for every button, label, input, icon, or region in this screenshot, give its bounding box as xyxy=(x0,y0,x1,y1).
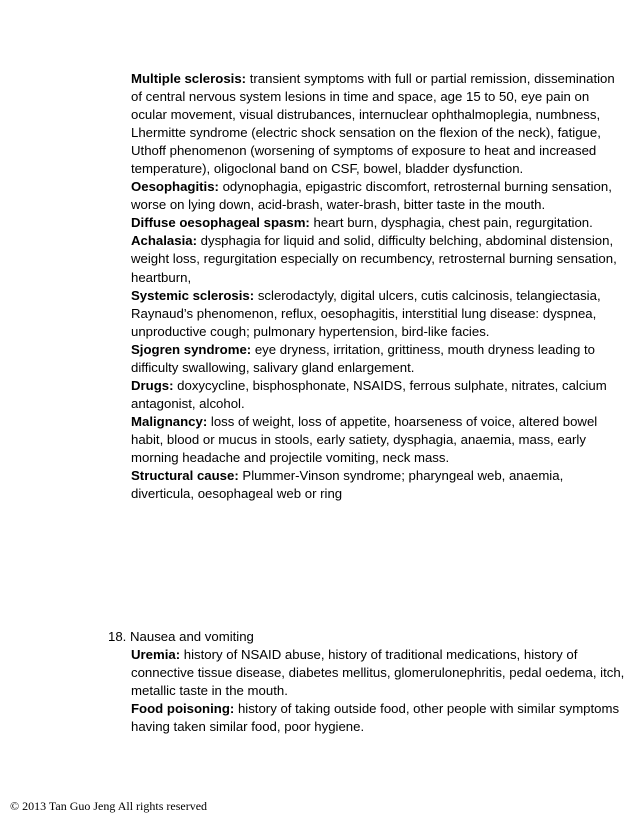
entry-term: Drugs: xyxy=(131,377,174,393)
entry-malignancy xyxy=(131,413,626,467)
entry-structural-cause xyxy=(131,467,626,503)
entry-text: transient symptoms with full or partial remission, dissemination of central nervous system lesions in time and space, age 15 to 50, eye pain on ocular movement, visual distrubances, internuclear ophthalmoplegia, numbness, Lhermitte syndrome (electric shock sensation on the flexion of the neck), fatigue, Uthoff phenomenon (worsening of symptoms of exposure to heat and increased temperature), oligoclonal band on CSF, bowel, bladder dysfunction. xyxy=(131,71,615,177)
entry-term: Uremia: xyxy=(131,647,181,663)
section-heading: 18. Nausea and vomiting xyxy=(108,629,254,644)
entry-achalasia xyxy=(131,232,626,286)
entry-text: loss of weight, loss of appetite, hoarseness of voice, altered bowel habit, blood or mucus in stools, early satiety, dysphagia, anaemia, mass, early morning headache and projectile vomiting, neck mass. xyxy=(131,413,598,465)
entry-term: Achalasia: xyxy=(131,233,197,249)
entry-term: Multiple sclerosis: xyxy=(131,71,247,86)
entry-text: dysphagia for liquid and solid, difficulty belching, abdominal distension, weight loss, regurgitation especially on recumbency, retrosternal burning sensation, heartburn, xyxy=(131,233,617,285)
entry-term: Food poisoning: xyxy=(131,701,235,717)
entry-uremia xyxy=(131,646,628,700)
entry-food-poisoning xyxy=(131,700,628,736)
entry-text: sclerodactyly, digital ulcers, cutis calcinosis, telangiectasia, Raynaud’s phenomenon, reflux, oesophagitis, interstitial lung disease: dyspnea, unproductive cough; pulmonary hypertension, bird-like facies. xyxy=(131,287,601,339)
entry-text: doxycycline, bisphosphonate, NSAIDS, ferrous sulphate, nitrates, calcium antagonist, alcohol. xyxy=(131,377,607,411)
symptom-list xyxy=(131,70,626,503)
entry-oesophagitis xyxy=(131,178,626,214)
copyright-footer: © 2013 Tan Guo Jeng All rights reserved xyxy=(10,799,208,813)
section-nausea-vomiting xyxy=(108,628,628,736)
entry-text: history of NSAID abuse, history of traditional medications, history of connective tissue disease, diabetes mellitus, glomerulonephritis, pedal oedema, itch, metallic taste in the mouth. xyxy=(131,647,625,699)
entry-term: Diffuse oesophageal spasm: xyxy=(131,215,310,231)
entry-text: heart burn, dysphagia, chest pain, regurgitation. xyxy=(309,215,593,231)
entry-text: eye dryness, irritation, grittiness, mouth dryness leading to difficulty swallowing, salivary gland enlargement. xyxy=(131,341,595,375)
entry-text: Plummer-Vinson syndrome; pharyngeal web, anaemia, diverticula, oesophageal web or ring xyxy=(131,468,564,502)
entry-sjogren-syndrome xyxy=(131,341,626,377)
entry-drugs xyxy=(131,377,626,413)
entry-systemic-sclerosis xyxy=(131,287,626,341)
entry-term: Malignancy: xyxy=(131,413,208,429)
entry-text: odynophagia, epigastric discomfort, retrosternal burning sensation, worse on lying down, acid-brash, water-brash, bitter taste in the mouth. xyxy=(131,179,612,213)
section-body xyxy=(131,646,628,736)
entry-term: Systemic sclerosis: xyxy=(131,287,255,303)
entry-term: Oesophagitis: xyxy=(131,179,219,195)
entry-term: Structural cause: xyxy=(131,468,239,484)
entry-diffuse-oesophageal-spasm xyxy=(131,214,626,232)
entry-multiple-sclerosis xyxy=(131,70,626,178)
entry-text: history of taking outside food, other people with similar symptoms having taken similar food, poor hygiene. xyxy=(131,701,620,735)
entry-term: Sjogren syndrome: xyxy=(131,341,252,357)
